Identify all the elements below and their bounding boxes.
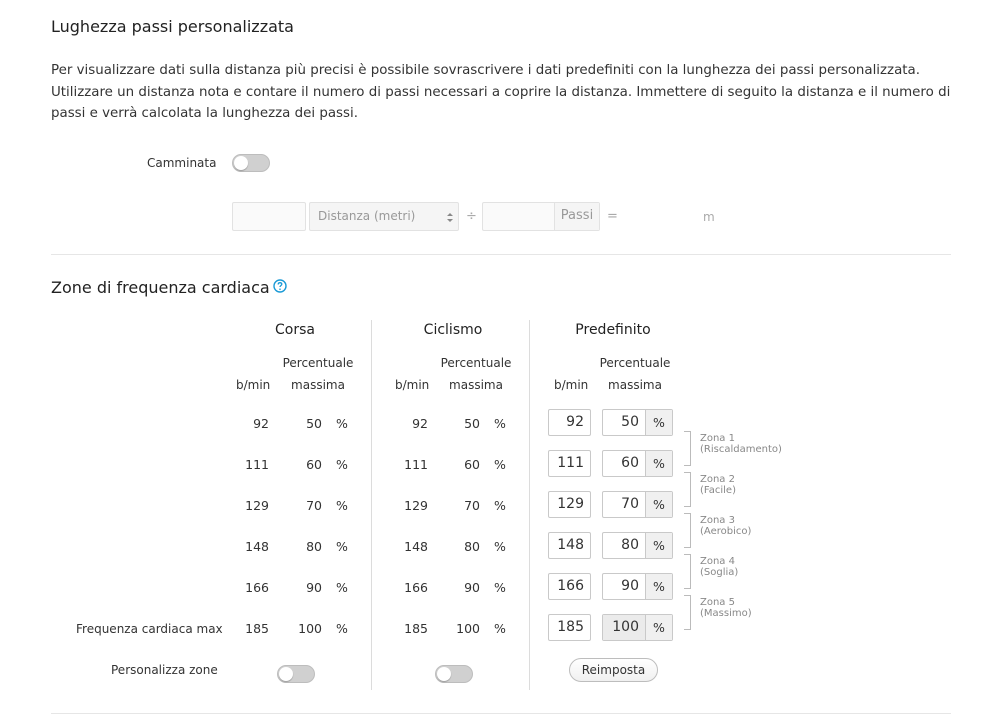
bike-pct-unit: %	[494, 539, 506, 554]
zone-name: Zona 2	[700, 474, 735, 485]
run-pct-header-line1: Percentuale	[282, 356, 354, 370]
run-pct-unit: %	[336, 539, 348, 554]
default-pct-input[interactable]: 70	[621, 496, 639, 512]
default-bpm-input[interactable]: 148	[548, 532, 591, 559]
default-bpm-input[interactable]: 129	[548, 491, 591, 518]
run-bpm-header: b/min	[236, 378, 271, 392]
run-bpm-value: 166	[245, 580, 269, 595]
max-hr-label: Frequenza cardiaca max	[76, 622, 223, 636]
default-pct-addon: %	[645, 533, 672, 558]
bottom-divider	[51, 713, 951, 714]
run-pct-unit: %	[336, 457, 348, 472]
run-custom-zones-toggle[interactable]	[277, 665, 315, 683]
walk-label: Camminata	[147, 156, 217, 170]
section-divider	[51, 254, 951, 255]
zone-desc: (Facile)	[700, 485, 736, 496]
result-unit: m	[703, 210, 715, 224]
bike-pct-unit: %	[494, 498, 506, 513]
bike-pct-value: 70	[464, 498, 480, 513]
zone-label	[700, 515, 751, 537]
default-pct-input-group[interactable]	[602, 450, 673, 477]
run-pct-value: 100	[298, 621, 322, 636]
distance-unit-select[interactable]	[309, 202, 459, 231]
bike-bpm-value: 111	[404, 457, 428, 472]
stride-description: Per visualizzare dati sulla distanza più precisi è possibile sovrascrivere i dati predefiniti con la lunghezza dei passi personalizzata. Utilizzare un distanza nota e contare il numero di passi necessari a coprire la distanza. Immettere di seguito la distanza e il numero di passi e verrà calcolata la lunghezza dei passi.	[51, 63, 951, 121]
steps-input[interactable]	[483, 203, 554, 230]
default-pct-header-line1: Percentuale	[599, 356, 671, 370]
default-pct-header-line2: massima	[608, 378, 662, 392]
bike-bpm-value: 129	[404, 498, 428, 513]
zone-name: Zona 3	[700, 515, 735, 526]
zone-desc: (Aerobico)	[700, 526, 752, 537]
bike-pct-unit: %	[494, 457, 506, 472]
zone-name: Zona 4	[700, 556, 735, 567]
bike-bpm-value: 148	[404, 539, 428, 554]
default-pct-addon: %	[645, 410, 672, 435]
run-pct-unit: %	[336, 621, 348, 636]
bike-pct-unit: %	[494, 580, 506, 595]
hr-section-title: Zone di frequenza cardiaca	[51, 278, 270, 297]
run-pct-unit: %	[336, 498, 348, 513]
default-pct-input[interactable]: 80	[621, 537, 639, 553]
default-pct-input-group[interactable]	[602, 573, 673, 600]
default-pct-input[interactable]: 50	[621, 414, 639, 430]
stride-section-title: Lughezza passi personalizzata	[51, 17, 294, 36]
zone-label	[700, 556, 738, 578]
default-bpm-header: b/min	[554, 378, 589, 392]
select-arrows-icon	[447, 212, 453, 223]
default-bpm-input[interactable]: 92	[548, 409, 591, 436]
zone-desc: (Soglia)	[700, 567, 739, 578]
run-bpm-value: 185	[245, 621, 269, 636]
run-pct-value: 70	[306, 498, 322, 513]
default-pct-addon: %	[645, 451, 672, 476]
bike-column-title: Ciclismo	[423, 322, 483, 338]
toggle-knob	[279, 667, 293, 681]
bike-bpm-value: 92	[412, 416, 428, 431]
custom-zones-label: Personalizza zone	[111, 663, 218, 677]
bike-pct-header-line1: Percentuale	[440, 356, 512, 370]
default-pct-input-group[interactable]	[602, 491, 673, 518]
run-bpm-value: 148	[245, 539, 269, 554]
bike-pct-value: 80	[464, 539, 480, 554]
column-separator-2	[529, 320, 530, 690]
bike-bpm-header: b/min	[395, 378, 430, 392]
divide-symbol: ÷	[466, 209, 477, 224]
bike-pct-unit: %	[494, 621, 506, 636]
zone-bracket	[684, 431, 691, 466]
zone-label	[700, 474, 736, 496]
bike-pct-value: 50	[464, 416, 480, 431]
default-pct-addon: %	[645, 574, 672, 599]
default-pct-addon: %	[645, 492, 672, 517]
default-pct-input-group[interactable]	[602, 532, 673, 559]
bike-bpm-value: 185	[404, 621, 428, 636]
run-column-title: Corsa	[275, 322, 315, 338]
run-pct-value: 60	[306, 457, 322, 472]
zone-name: Zona 1	[700, 433, 735, 444]
default-max-pct-value: 100	[603, 615, 645, 640]
bike-bpm-value: 166	[404, 580, 428, 595]
equals-symbol: =	[607, 209, 618, 224]
zone-name: Zona 5	[700, 597, 735, 608]
bike-pct-unit: %	[494, 416, 506, 431]
default-max-pct-input-group	[602, 614, 673, 641]
default-column-title: Predefinito	[575, 322, 651, 338]
walk-toggle-knob	[234, 156, 248, 170]
distance-input[interactable]	[232, 202, 306, 231]
zone-label	[700, 433, 782, 455]
bike-pct-value: 90	[464, 580, 480, 595]
default-pct-addon: %	[645, 615, 672, 640]
reset-button[interactable]: Reimposta	[569, 658, 658, 682]
walk-toggle[interactable]	[232, 154, 270, 172]
bike-pct-value: 100	[456, 621, 480, 636]
default-bpm-input[interactable]: 166	[548, 573, 591, 600]
default-bpm-input[interactable]: 111	[548, 450, 591, 477]
toggle-knob	[437, 667, 451, 681]
zone-bracket	[684, 554, 691, 589]
zone-bracket	[684, 472, 691, 507]
column-separator-1	[371, 320, 372, 690]
run-bpm-value: 129	[245, 498, 269, 513]
run-pct-header-line2: massima	[291, 378, 345, 392]
zone-bracket	[684, 513, 691, 548]
bike-custom-zones-toggle[interactable]	[435, 665, 473, 683]
run-bpm-value: 111	[245, 457, 269, 472]
default-pct-input[interactable]: 60	[621, 455, 639, 471]
default-pct-input-group[interactable]	[602, 409, 673, 436]
run-pct-value: 90	[306, 580, 322, 595]
steps-input-group[interactable]	[482, 202, 600, 231]
default-pct-input[interactable]: 90	[621, 578, 639, 594]
distance-unit-placeholder: Distanza (metri)	[318, 209, 416, 223]
zone-desc: (Riscaldamento)	[700, 444, 782, 455]
run-pct-unit: %	[336, 580, 348, 595]
bike-pct-value: 60	[464, 457, 480, 472]
zone-label	[700, 597, 752, 619]
default-max-bpm-input[interactable]: 185	[548, 614, 591, 641]
zone-desc: (Massimo)	[700, 608, 752, 619]
question-circle-icon[interactable]	[273, 279, 287, 293]
steps-addon: Passi	[554, 203, 599, 230]
run-pct-value: 80	[306, 539, 322, 554]
run-pct-value: 50	[306, 416, 322, 431]
zone-bracket	[684, 595, 691, 630]
run-pct-unit: %	[336, 416, 348, 431]
bike-pct-header-line2: massima	[449, 378, 503, 392]
run-bpm-value: 92	[253, 416, 269, 431]
